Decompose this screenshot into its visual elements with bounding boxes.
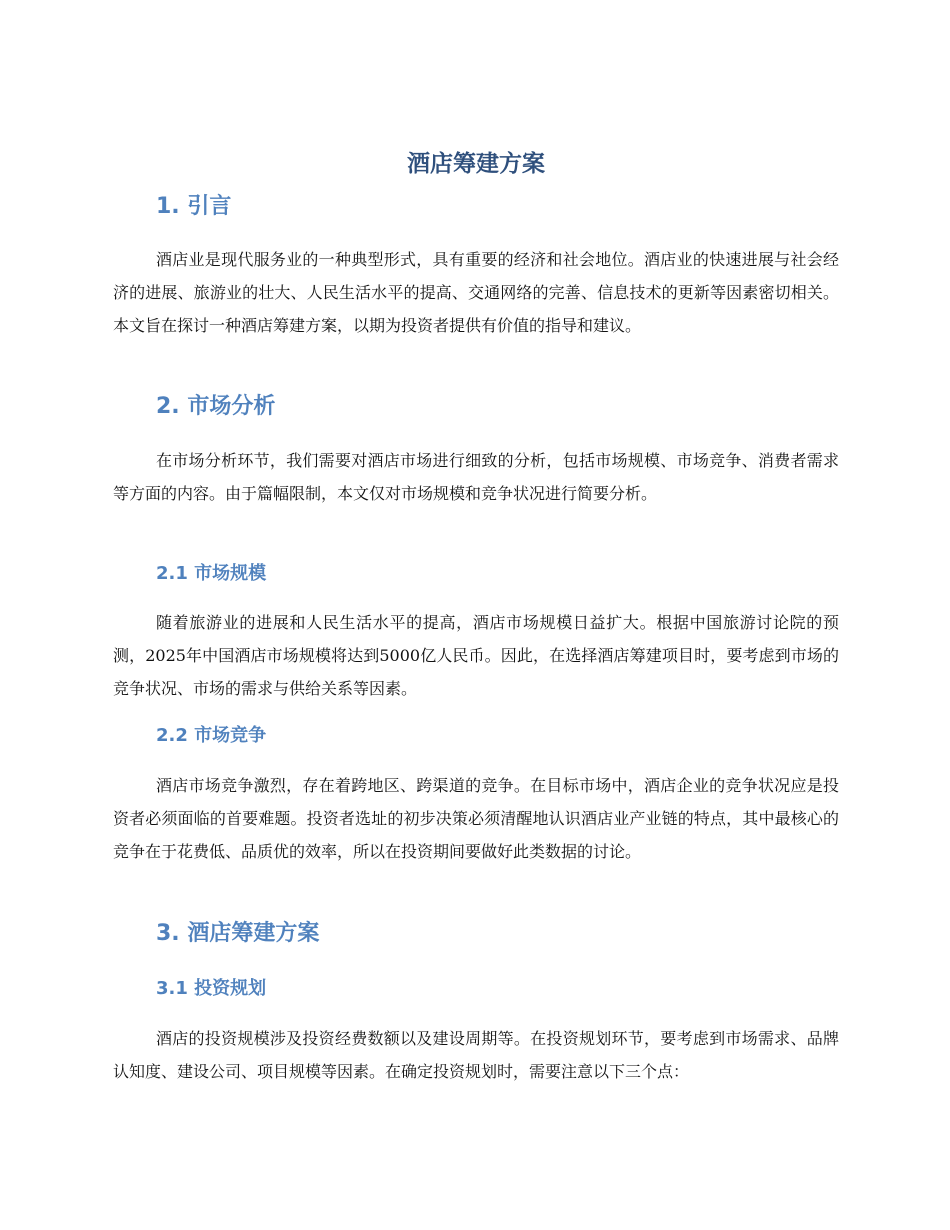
subsection-heading-market-size: 2.1 市场规模 [156, 563, 267, 584]
subsection-paragraph-investment-planning: 酒店的投资规模涉及投资经费数额以及建设周期等。在投资规划环节，要考虑到市场需求、品牌认知度、建设公司、项目规模等因素。在确定投资规划时，需要注意以下三个点： [113, 1029, 839, 1081]
subsection-heading-market-competition: 2.2 市场竞争 [156, 725, 267, 746]
subsection-paragraph-market-competition: 酒店市场竞争激烈，存在着跨地区、跨渠道的竞争。在目标市场中，酒店企业的竞争状况应是投资者必须面临的首要难题。投资者选址的初步决策必须清醒地认识酒店业产业链的特点，其中最核心的竞争在于花费低、品质优的效率，所以在投资期间要做好此类数据的讨论。 [113, 776, 839, 861]
subsection-paragraph-market-size: 随着旅游业的进展和人民生活水平的提高，酒店市场规模日益扩大。根据中国旅游讨论院的预测，2025年中国酒店市场规模将达到5000亿人民币。因此，在选择酒店筹建项目时，要考虑到市场的竞争状况、市场的需求与供给关系等因素。 [113, 613, 839, 698]
section-heading-introduction: 1. 引言 [156, 194, 232, 219]
section-paragraph-introduction: 酒店业是现代服务业的一种典型形式，具有重要的经济和社会地位。酒店业的快速进展与社会经济的进展、旅游业的壮大、人民生活水平的提高、交通网络的完善、信息技术的更新等因素密切相关。本文旨在探讨一种酒店筹建方案，以期为投资者提供有价值的指导和建议。 [113, 250, 839, 335]
subsection-heading-investment-planning: 3.1 投资规划 [156, 978, 267, 999]
section-heading-hotel-plan: 3. 酒店筹建方案 [156, 921, 320, 946]
document-title: 酒店筹建方案 [407, 151, 545, 177]
section-heading-market-analysis: 2. 市场分析 [156, 394, 276, 419]
section-paragraph-market-analysis: 在市场分析环节，我们需要对酒店市场进行细致的分析，包括市场规模、市场竞争、消费者需求等方面的内容。由于篇幅限制，本文仅对市场规模和竞争状况进行简要分析。 [113, 451, 839, 503]
